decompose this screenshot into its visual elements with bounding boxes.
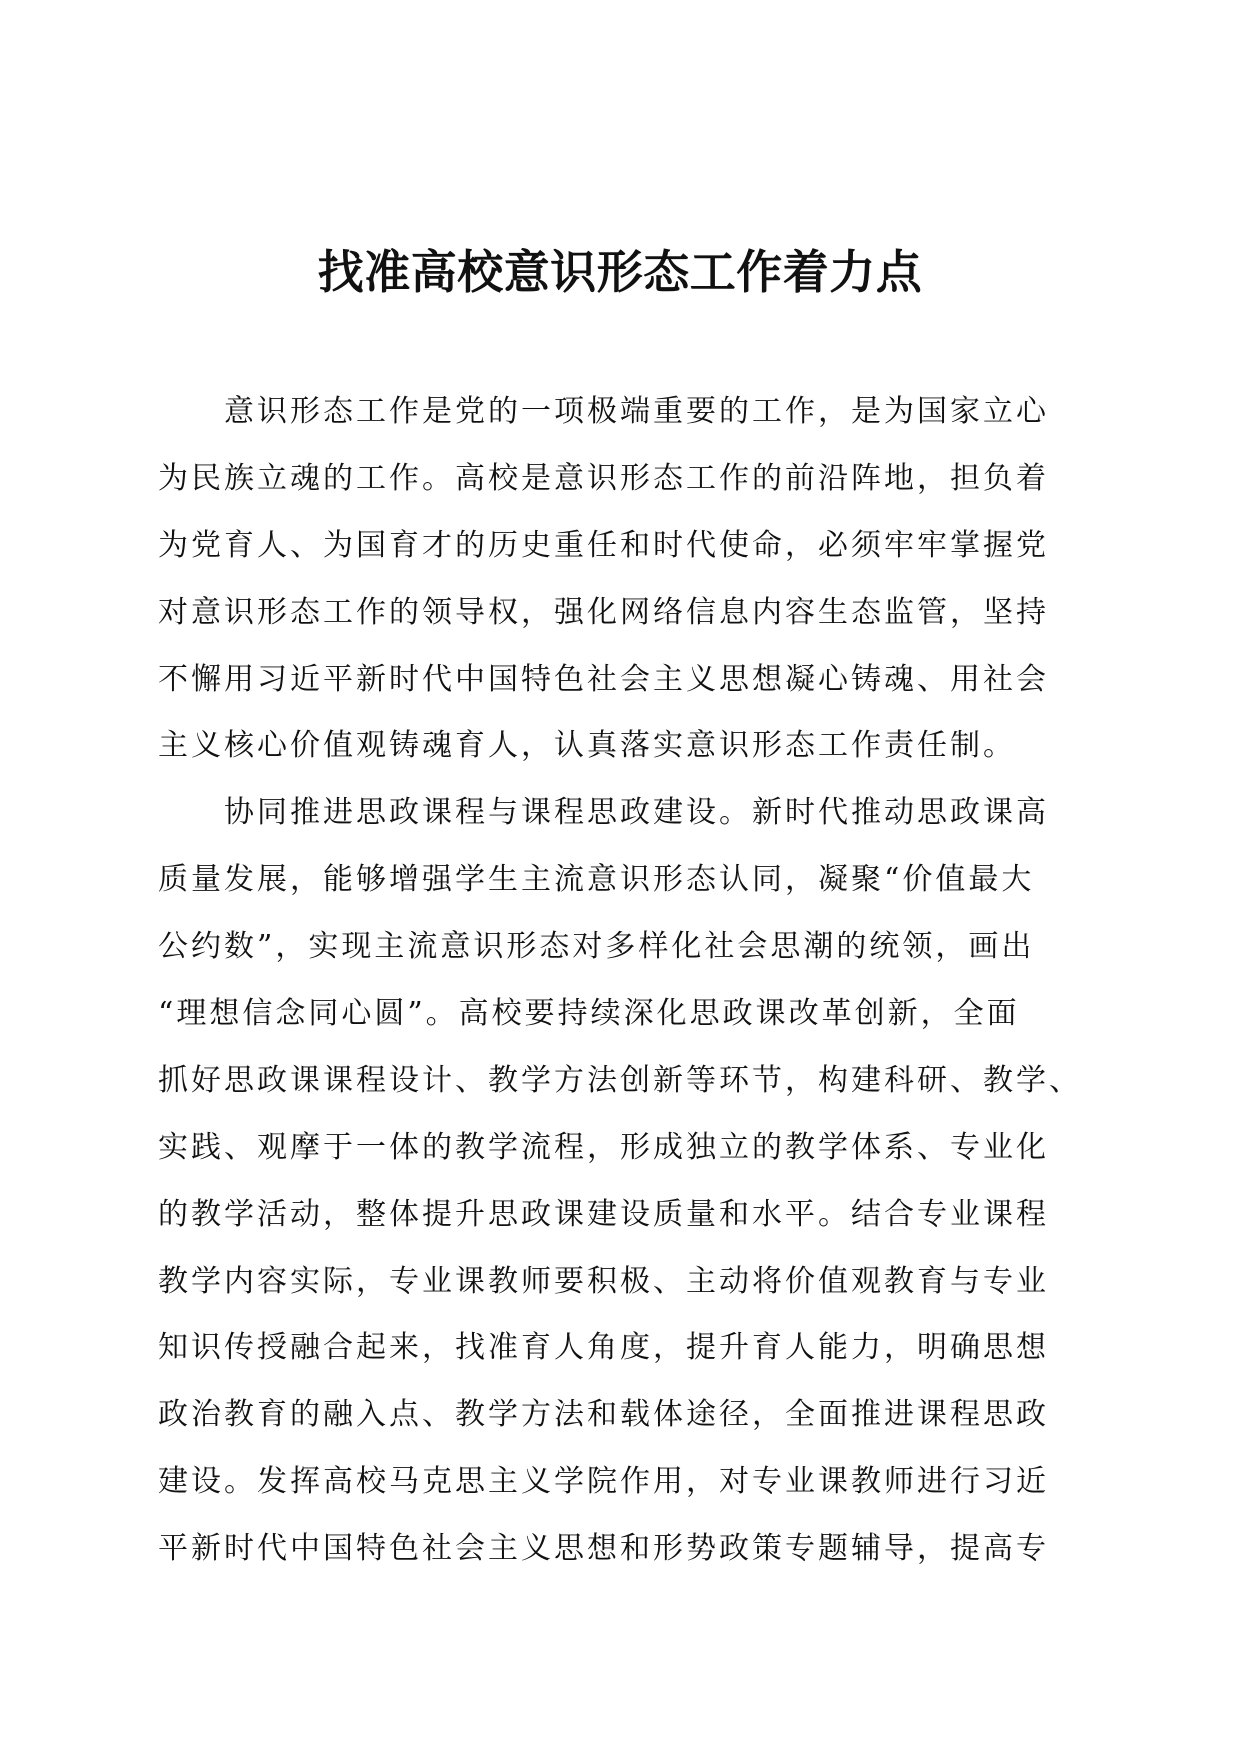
text-line: 为民族立魂的工作。高校是意识形态工作的前沿阵地，担负着 bbox=[158, 460, 1049, 496]
text-line: 不懈用习近平新时代中国特色社会主义思想凝心铸魂、用社会 bbox=[158, 661, 1049, 697]
text-line: 建设。发挥高校马克思主义学院作用，对专业课教师进行习近 bbox=[158, 1464, 1049, 1500]
text-line: 对意识形态工作的领导权，强化网络信息内容生态监管，坚持 bbox=[158, 594, 1049, 630]
text-line: 质量发展，能够增强学生主流意识形态认同，凝聚“价值最大 bbox=[158, 862, 1035, 898]
document-title: 找准高校意识形态工作着力点 bbox=[317, 245, 923, 299]
text-line: 平新时代中国特色社会主义思想和形势政策专题辅导，提高专 bbox=[158, 1531, 1049, 1567]
text-line: 的教学活动，整体提升思政课建设质量和水平。结合专业课程 bbox=[158, 1196, 1049, 1232]
text-line: “理想信念同心圆”。高校要持续深化思政课改革创新，全面 bbox=[158, 996, 1020, 1032]
text-line: 教学内容实际，专业课教师要积极、主动将价值观教育与专业 bbox=[158, 1263, 1049, 1299]
text-line: 意识形态工作是党的一项极端重要的工作，是为国家立心 bbox=[158, 394, 1049, 429]
text-line: 公约数”，实现主流意识形态对多样化社会思潮的统领，画出 bbox=[158, 929, 1035, 965]
text-line: 实践、观摩于一体的教学流程，形成独立的教学体系、专业化 bbox=[158, 1129, 1049, 1165]
text-line: 主义核心价值观铸魂育人，认真落实意识形态工作责任制。 bbox=[158, 728, 1016, 764]
document-body bbox=[158, 379, 1080, 1583]
text-line: 协同推进思政课程与课程思政建设。新时代推动思政课高 bbox=[158, 795, 1049, 831]
text-line: 为党育人、为国育才的历史重任和时代使命，必须牢牢掌握党 bbox=[158, 527, 1049, 563]
text-line: 抓好思政课课程设计、教学方法创新等环节，构建科研、教学、 bbox=[158, 1062, 1082, 1098]
text-line: 政治教育的融入点、教学方法和载体途径，全面推进课程思政 bbox=[158, 1397, 1049, 1433]
text-line: 知识传授融合起来，找准育人角度，提升育人能力，明确思想 bbox=[158, 1330, 1049, 1366]
